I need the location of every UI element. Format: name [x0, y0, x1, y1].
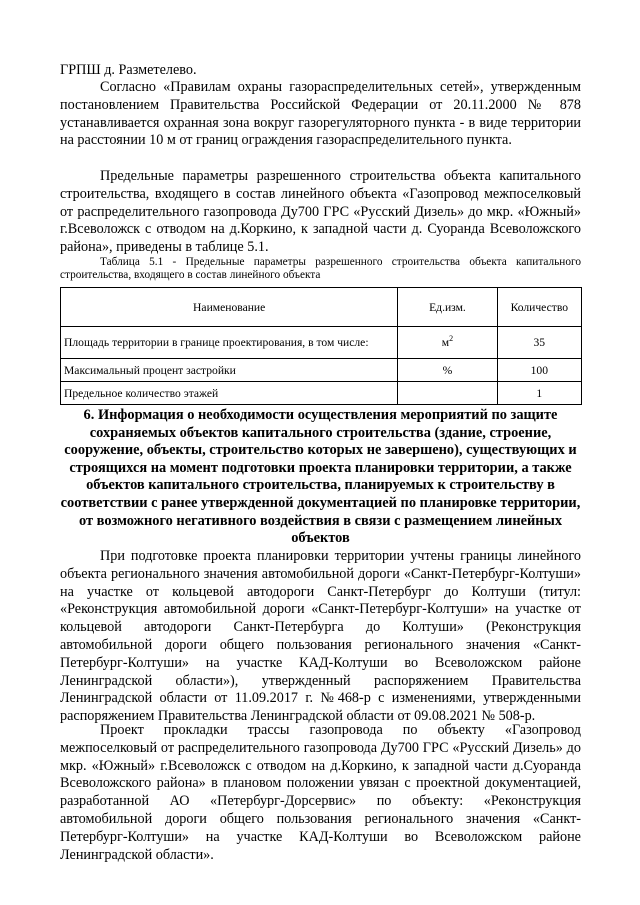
paragraph-route: Проект прокладки трассы газопровода по объекту «Газопровод межпоселковый от распределительного газопровода Ду700 ГРС «Русский Дизель» до мкр. «Южный» г.Всеволожск с отводом на д.Коркино, к западной части д.Суоранда Всеволожского района» в плановом положении увязан с проектной документацией, разработанной АО «Петербург-Дорсервис» по объекту: «Реконструкция автомобильной дороги общего пользования регионального значения «Санкт-Петербург-Колтуши» на участке КАД-Колтуши во Всеволожском районе Ленинградской области».: [60, 722, 581, 863]
header-quantity: Количество: [497, 288, 581, 327]
cell-quantity: 35: [497, 327, 581, 359]
table-row: [61, 359, 582, 382]
intro-fragment: ГРПШ д. Разметелево.: [60, 62, 197, 78]
paragraph-boundaries: При подготовке проекта планировки территории учтены границы линейного объекта регионального значения автомобильной дороги «Санкт-Петербург-Колтуши» на участке от кольцевой автодороги Санкт-Петербург до Колтуши (титул: «Реконструкция автомобильной дороги «Санкт-Петербург-Колтуши» на участке от кольцевой автодороги Санкт-Петербурга до Колтуши» (Реконструкция автомобильной дороги общего пользования регионального значения «Санкт-Петербург-Колтуши» на участке КАД-Колтуши во Всеволожском районе Ленинградской области»), утвержденный распоряжением Правительства Ленинградской области от 11.09.2017 г. №468-р с изменениями, утвержденными распоряжением Правительства Ленинградской области от 09.08.2021 № 508-р.: [60, 548, 581, 725]
cell-unit: [398, 359, 497, 382]
cell-name: Площадь территории в границе проектирования, в том числе:: [61, 327, 398, 359]
unit-superscript: 2: [449, 334, 454, 343]
header-unit: Ед.изм.: [398, 288, 497, 327]
table-caption: Таблица 5.1 - Предельные параметры разрешенного строительства объекта капитального строительства, входящего в состав линейного объекта: [60, 256, 581, 281]
cell-name: Максимальный процент застройки: [61, 359, 398, 382]
table-row: [61, 382, 582, 405]
section-heading: 6. Информация о необходимости осуществления мероприятий по защите сохраняемых объектов капитального строительства (здание, строение, сооружение, объекты, строительство которых не завершено), существующих и строящихся на момент подготовки проекта планировки территории, а также объектов капитального строительства, планируемых к строительству в соответствии с ранее утвержденной документацией по планировке территории, от возможного негативного воздействия в связи с размещением линейных объектов: [60, 407, 581, 547]
cell-quantity: 1: [497, 382, 581, 405]
cell-unit: [398, 327, 497, 359]
unit-base: %: [442, 363, 453, 377]
unit-base: м: [441, 336, 450, 349]
header-name: Наименование: [61, 288, 398, 327]
paragraph-protection-zone: Согласно «Правилам охраны газораспределительных сетей», утвержденным постановлением Правительства Российской Федерации от 20.11.2000 № 878 устанавливается охранная зона вокруг газорегуляторного пункта - в виде территории на расстоянии 10 м от границ ограждения газораспределительного пункта.: [60, 79, 581, 149]
table-row: [61, 327, 582, 359]
cell-unit: [398, 382, 497, 405]
cell-quantity: 100: [497, 359, 581, 382]
table-header-row: [61, 288, 582, 327]
cell-name: Предельное количество этажей: [61, 382, 398, 405]
paragraph-limit-parameters: Предельные параметры разрешенного строительства объекта капитального строительства, входящего в состав линейного объекта «Газопровод межпоселковый от распределительного газопровода Ду700 ГРС «Русский Дизель» до мкр. «Южный» г.Всеволожск с отводом на д.Коркино, к западной части д. Суоранда Всеволожского района», приведены в таблице 5.1.: [60, 168, 581, 256]
parameters-table: [60, 287, 582, 405]
